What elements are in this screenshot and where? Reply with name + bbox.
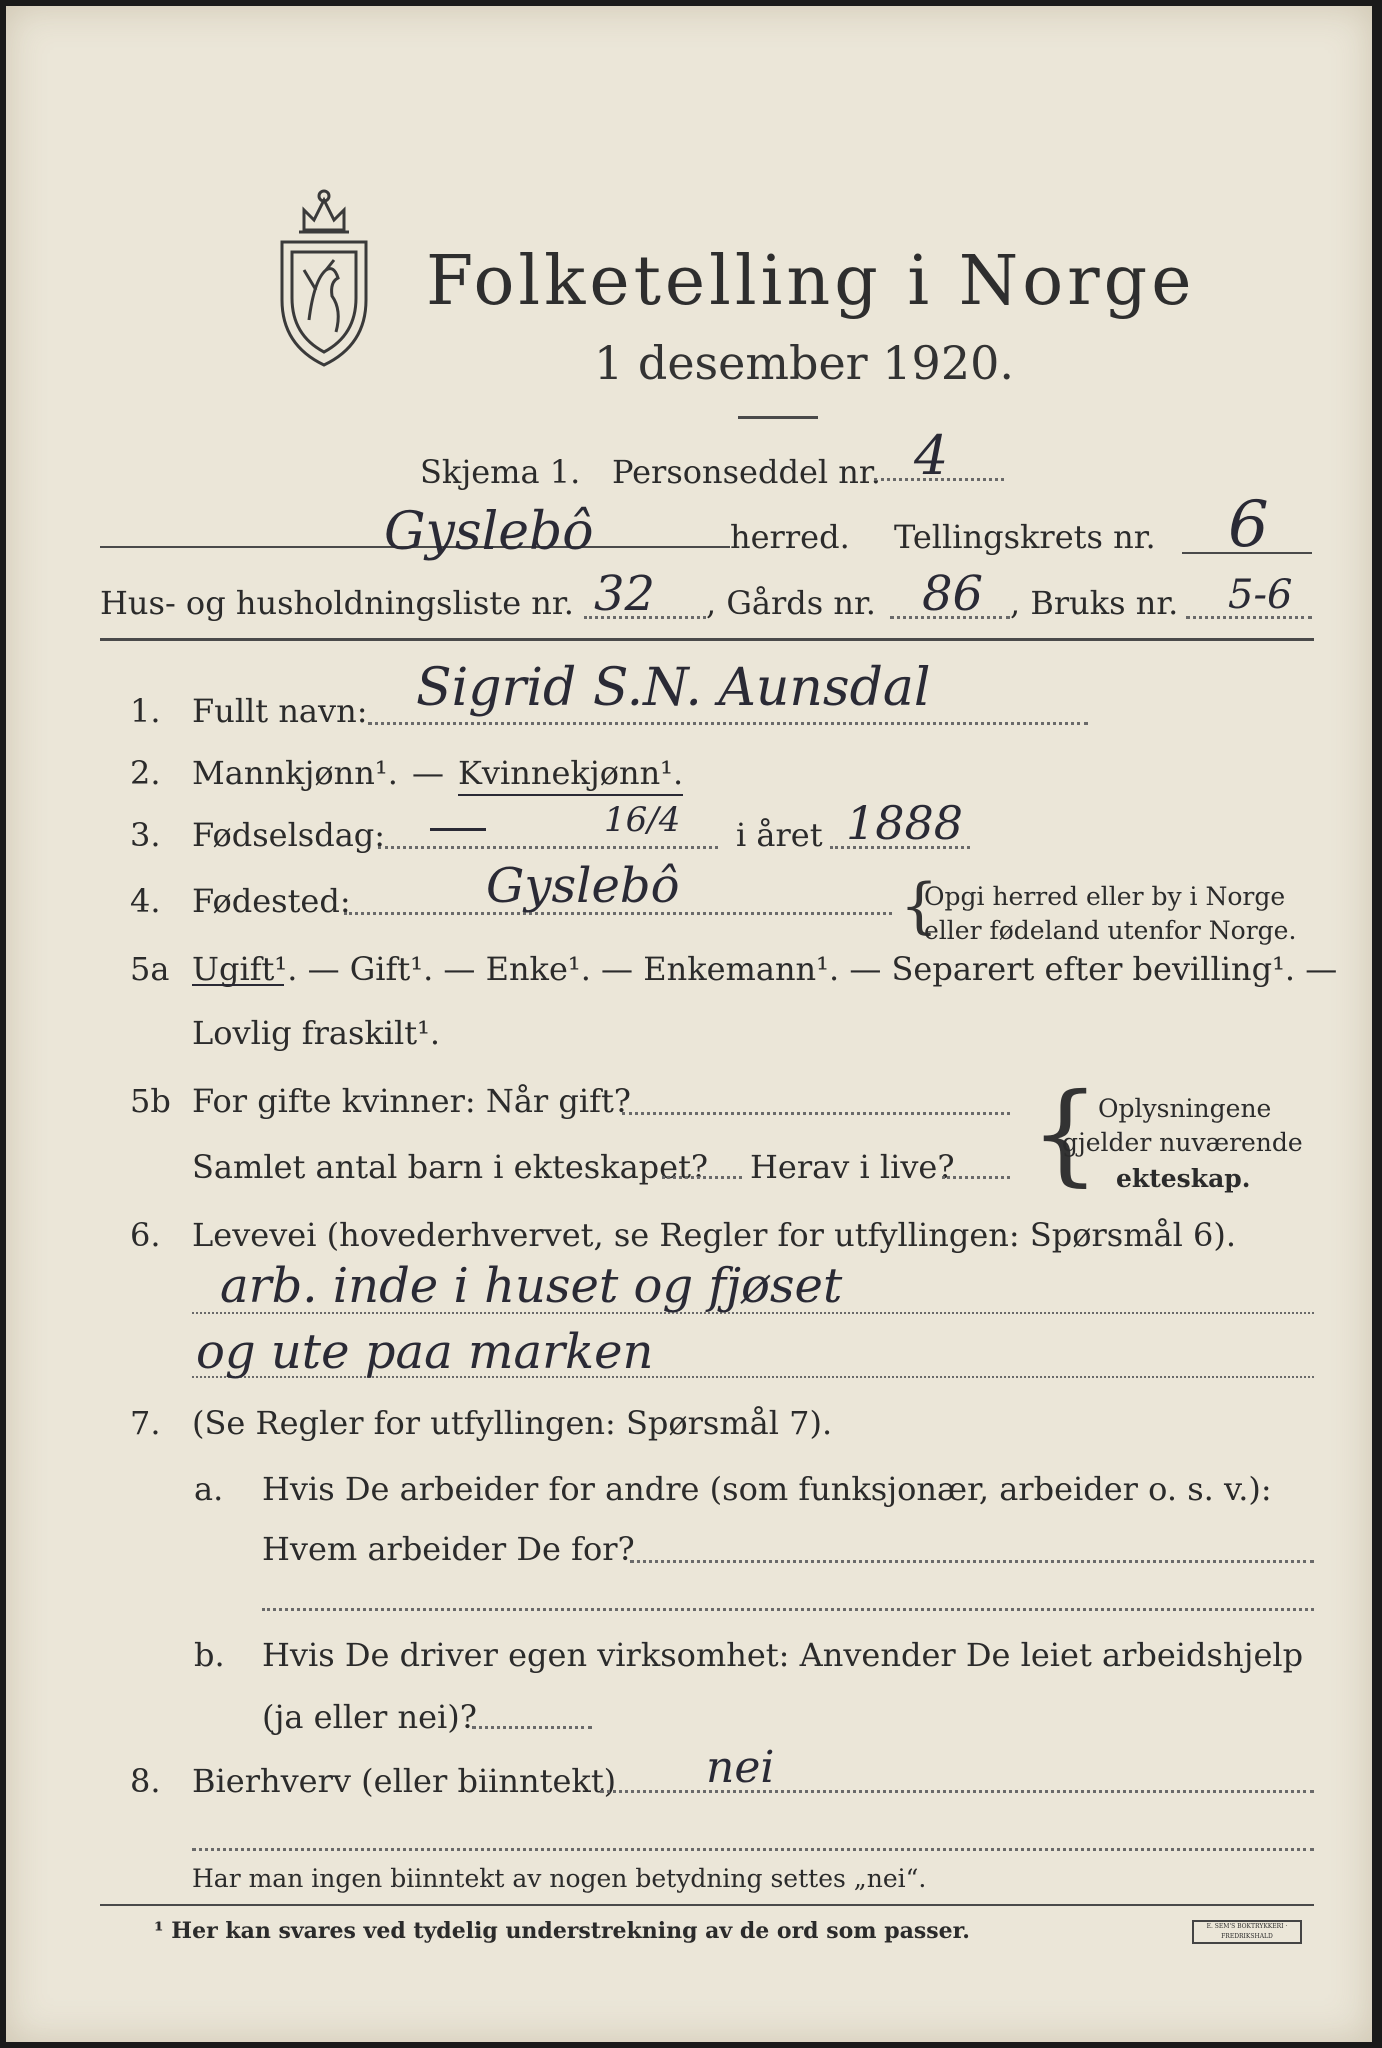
q7b-question: (ja eller nei)? bbox=[262, 1698, 477, 1736]
herred-value[interactable]: Gyslebô bbox=[384, 502, 594, 562]
marital-status-options[interactable]: Ugift¹. — Gift¹. — Enke¹. — Enkemann¹. — Separert efter bevilling¹. — bbox=[192, 950, 1338, 988]
q6-number: 6. bbox=[130, 1216, 161, 1254]
q3-strikeout bbox=[430, 828, 486, 831]
q3-number: 3. bbox=[130, 816, 161, 854]
bruks-label: , Bruks nr. bbox=[1010, 584, 1179, 622]
q1-number: 1. bbox=[130, 692, 161, 730]
occupation-value-1[interactable]: arb. inde i huset og fjøset bbox=[220, 1258, 843, 1314]
bruks-value[interactable]: 5-6 bbox=[1228, 572, 1293, 618]
q5b-number: 5b bbox=[130, 1082, 171, 1120]
page-title: Folketelling i Norge bbox=[426, 242, 1196, 321]
birthyear-value[interactable]: 1888 bbox=[846, 796, 964, 850]
q1-label: Fullt navn: bbox=[192, 692, 368, 730]
q5b-note-1: Oplysningene bbox=[1098, 1094, 1272, 1123]
birthdate-value[interactable]: 16/4 bbox=[604, 800, 681, 840]
mannkjonn-option[interactable]: Mannkjønn¹. bbox=[192, 754, 398, 792]
q4-note-2: eller fødeland utenfor Norge. bbox=[924, 916, 1297, 945]
header-rule bbox=[100, 638, 1314, 641]
skjema-label: Skjema 1. bbox=[420, 453, 581, 491]
ugift-underline bbox=[192, 984, 284, 986]
census-form bbox=[6, 6, 1372, 2042]
q3-label: Fødselsdag: bbox=[192, 816, 386, 854]
q5b-note-2: gjelder nuværende bbox=[1062, 1128, 1303, 1157]
printer-stamp: E. SEM'S BOKTRYKKERI · FREDRIKSHALD bbox=[1192, 1920, 1302, 1944]
nei-instruction: Har man ingen biinntekt av nogen betydning settes „nei“. bbox=[192, 1864, 927, 1893]
q5b-note-3: ekteskap. bbox=[1116, 1164, 1251, 1193]
tellingskrets-label: Tellingskrets nr. bbox=[894, 518, 1156, 556]
q5b-children-line bbox=[662, 1176, 742, 1179]
q4-label: Fødested: bbox=[192, 882, 351, 920]
side-income-value[interactable]: nei bbox=[706, 1742, 775, 1793]
q7b-text: Hvis De driver egen virksomhet: Anvender De leiet arbeidshjelp bbox=[262, 1636, 1304, 1674]
occupation-value-2[interactable]: og ute paa marken bbox=[196, 1324, 654, 1380]
q7a-text: Hvis De arbeider for andre (som funksjonær, arbeider o. s. v.): bbox=[262, 1470, 1272, 1508]
q8-label: Bierhverv (eller biinntekt) bbox=[192, 1762, 617, 1800]
q7-label: (Se Regler for utfyllingen: Spørsmål 7). bbox=[192, 1404, 833, 1442]
q5b-label-married: For gifte kvinner: Når gift? bbox=[192, 1082, 631, 1120]
q8-line-2 bbox=[192, 1848, 1314, 1851]
gards-label: , Gårds nr. bbox=[706, 584, 876, 622]
q5a-number: 5a bbox=[130, 950, 170, 988]
husholdningsliste-label: Hus- og husholdningsliste nr. bbox=[100, 584, 574, 622]
personseddel-label: Personseddel nr. bbox=[612, 453, 881, 491]
coat-of-arms-icon bbox=[264, 170, 384, 370]
q4-note-1: Opgi herred eller by i Norge bbox=[924, 882, 1286, 911]
personseddel-value[interactable]: 4 bbox=[914, 424, 949, 487]
husholdningsliste-value[interactable]: 32 bbox=[594, 566, 656, 622]
q5b-brace: { bbox=[1030, 1069, 1100, 1197]
q5b-label-children: Samlet antal barn i ekteskapet? bbox=[192, 1148, 709, 1186]
q2-number: 2. bbox=[130, 754, 161, 792]
q5b-married-line bbox=[622, 1112, 1010, 1115]
kvinnekjonn-option[interactable]: Kvinnekjønn¹. bbox=[458, 754, 683, 796]
q4-brace: { bbox=[900, 871, 939, 941]
q4-number: 4. bbox=[130, 882, 161, 920]
tellingskrets-value[interactable]: 6 bbox=[1228, 488, 1269, 562]
q1-line bbox=[368, 722, 1088, 725]
q6-label: Levevei (hovederhvervet, se Regler for utfyllingen: Spørsmål 6). bbox=[192, 1216, 1237, 1254]
q7b-line bbox=[472, 1726, 592, 1729]
q7b-letter: b. bbox=[194, 1636, 225, 1674]
footer-rule bbox=[100, 1904, 1314, 1906]
q3-year-label: i året bbox=[736, 816, 823, 854]
census-date: 1 desember 1920. bbox=[594, 336, 1014, 390]
q7a-line-2 bbox=[262, 1608, 1314, 1611]
q7a-line-1 bbox=[630, 1560, 1314, 1563]
gards-value[interactable]: 86 bbox=[922, 566, 984, 622]
birthplace-value[interactable]: Gyslebô bbox=[486, 858, 680, 914]
full-name-value[interactable]: Sigrid S.N. Aunsdal bbox=[416, 658, 931, 718]
q7a-letter: a. bbox=[194, 1470, 224, 1508]
q7-number: 7. bbox=[130, 1404, 161, 1442]
lovlig-fraskilt-option[interactable]: Lovlig fraskilt¹. bbox=[192, 1014, 441, 1052]
footnote: ¹ Her kan svares ved tydelig understrekning av de ord som passer. bbox=[154, 1918, 970, 1944]
q8-number: 8. bbox=[130, 1762, 161, 1800]
herred-label: herred. bbox=[730, 518, 850, 556]
q5b-alive-line bbox=[942, 1176, 1010, 1179]
q2-dash: — bbox=[412, 754, 444, 792]
title-divider bbox=[738, 416, 818, 419]
q5b-label-alive: Herav i live? bbox=[750, 1148, 955, 1186]
q3-line bbox=[378, 846, 718, 849]
q7a-question: Hvem arbeider De for? bbox=[262, 1530, 635, 1568]
